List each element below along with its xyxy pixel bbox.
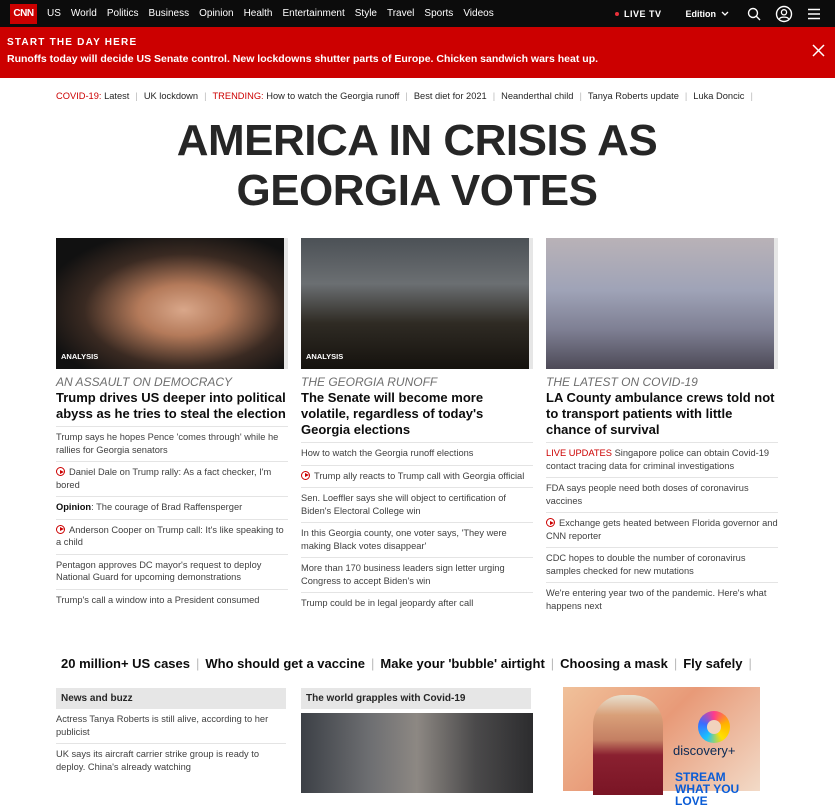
story-kicker: THE LATEST ON COVID-19 xyxy=(546,375,698,389)
covid-link: Latest xyxy=(104,91,130,101)
trending-georgia[interactable] xyxy=(213,91,400,101)
topic-link[interactable]: Who should get a vaccine xyxy=(205,656,366,671)
topic-link[interactable]: Fly safely xyxy=(683,656,743,671)
divider: | xyxy=(492,91,496,101)
analysis-badge: ANALYSIS xyxy=(61,352,99,361)
covid-topics-strip xyxy=(61,656,758,671)
list-item-video[interactable] xyxy=(56,519,288,554)
list-item[interactable]: UK says its aircraft carrier strike group is ready to deploy. China's already watching xyxy=(56,743,286,778)
search-icon[interactable] xyxy=(747,7,761,21)
section-heading: News and buzz xyxy=(56,688,286,709)
nav-link-style[interactable]: Style xyxy=(354,8,377,19)
list-item[interactable]: Actress Tanya Roberts is still alive, according to her publicist xyxy=(56,714,269,737)
trending-uk-lockdown[interactable]: UK lockdown xyxy=(143,91,199,101)
nav-right xyxy=(615,0,835,27)
nav-link-health[interactable]: Health xyxy=(243,8,273,19)
list-item-text: Exchange gets heated between Florida governor and CNN reporter xyxy=(546,518,778,541)
divider: | xyxy=(405,91,408,101)
play-icon xyxy=(301,471,310,480)
menu-icon[interactable] xyxy=(807,8,821,20)
story-title[interactable]: The Senate will become more volatile, regardless of today's Georgia elections xyxy=(301,390,484,437)
divider: | xyxy=(673,656,678,671)
story-image-trump[interactable] xyxy=(56,238,288,369)
trending-bar xyxy=(56,91,786,101)
ad-cta: STREAM WHAT YOU LOVE xyxy=(675,770,740,808)
list-item[interactable]: Trump's call a window into a President consumed xyxy=(56,589,288,612)
banner-headline[interactable]: Runoffs today will decide US Senate control. New lockdowns shutter parts of Europe. Chicken sandwich wars heat up. xyxy=(7,53,599,65)
divider: | xyxy=(135,91,138,101)
list-item[interactable]: FDA says people need both doses of coronavirus vaccines xyxy=(546,477,778,512)
list-item-video[interactable] xyxy=(546,512,778,547)
story-kicker: THE GEORGIA RUNOFF xyxy=(301,375,438,389)
trending-item[interactable]: Best diet for 2021 xyxy=(413,91,487,101)
story-title[interactable]: LA County ambulance crews told not to transport patients with little chance of survival xyxy=(546,390,775,437)
story-title[interactable]: Trump drives US deeper into political abyss as he tries to steal the election xyxy=(56,390,286,421)
story-list xyxy=(301,442,533,615)
ad-person-image xyxy=(593,695,663,795)
list-item-text: The courage of Brad Raffensperger xyxy=(96,502,243,512)
world-covid-section xyxy=(301,688,531,793)
trending-covid[interactable] xyxy=(56,91,129,101)
list-item[interactable]: Sen. Loeffler says she will object to certification of Biden's Electoral College win xyxy=(301,487,533,522)
nav-link-us[interactable]: US xyxy=(47,8,61,19)
trending-link: How to watch the Georgia runoff xyxy=(266,91,400,101)
divider: | xyxy=(204,91,207,101)
story-column-georgia xyxy=(301,238,533,615)
trending-item[interactable]: Neanderthal child xyxy=(501,91,574,101)
topic-link[interactable]: 20 million+ US cases xyxy=(61,656,190,671)
list-item[interactable]: CDC hopes to double the number of coronavirus samples checked for new mutations xyxy=(546,547,778,582)
story-column-covid xyxy=(546,238,778,617)
play-icon xyxy=(56,525,65,534)
divider: | xyxy=(550,656,555,671)
nav-links xyxy=(47,8,504,19)
chevron-down-icon xyxy=(721,11,729,17)
list-item-text: Singapore police can obtain Covid-19 contact tracing data for criminal investigations xyxy=(546,448,770,471)
list-item[interactable]: Trump says he hopes Pence 'comes through' while he rallies for Georgia senators xyxy=(56,426,288,461)
list-item-live[interactable] xyxy=(546,442,778,477)
section-heading: The world grapples with Covid-19 xyxy=(301,688,531,709)
live-dot-icon xyxy=(615,12,619,16)
banner-kicker: START THE DAY HERE xyxy=(7,37,138,48)
list-item[interactable]: We're entering year two of the pandemic. Here's what happens next xyxy=(546,582,778,617)
list-item-text: Daniel Dale on Trump rally: As a fact checker, I'm bored xyxy=(56,467,272,490)
topic-link[interactable]: Make your 'bubble' airtight xyxy=(380,656,545,671)
list-item[interactable]: More than 170 business leaders sign letter urging Congress to accept Biden's win xyxy=(301,557,533,592)
image-edge xyxy=(529,238,533,369)
nav-link-business[interactable]: Business xyxy=(148,8,190,19)
nav-link-travel[interactable]: Travel xyxy=(386,8,415,19)
divider: | xyxy=(750,91,753,101)
start-the-day-banner[interactable] xyxy=(0,27,835,78)
edition-dropdown[interactable] xyxy=(686,9,730,19)
story-column-politics xyxy=(56,238,288,611)
story-list xyxy=(56,426,288,611)
live-tv-link[interactable] xyxy=(615,9,662,19)
live-updates-label: LIVE UPDATES xyxy=(546,448,612,458)
cnn-logo[interactable]: CNN xyxy=(10,4,37,24)
analysis-badge: ANALYSIS xyxy=(306,352,344,361)
story-image-covid-ward[interactable] xyxy=(301,713,533,793)
news-and-buzz-section xyxy=(56,688,286,778)
nav-link-world[interactable]: World xyxy=(70,8,97,19)
nav-link-entertainment[interactable]: Entertainment xyxy=(282,8,345,19)
nav-link-politics[interactable]: Politics xyxy=(106,8,139,19)
nav-link-opinion[interactable]: Opinion xyxy=(199,8,234,19)
story-list xyxy=(546,442,778,617)
list-item-video[interactable] xyxy=(56,461,288,496)
divider: | xyxy=(579,91,582,101)
divider: | xyxy=(371,656,375,671)
story-image-capitol[interactable] xyxy=(301,238,533,369)
top-nav xyxy=(0,0,835,27)
discovery-logo-icon xyxy=(698,711,730,743)
list-item[interactable]: How to watch the Georgia runoff elections xyxy=(301,442,533,465)
divider: | xyxy=(684,91,688,101)
list-item-video[interactable] xyxy=(301,465,533,488)
nav-link-videos[interactable]: Videos xyxy=(463,8,494,19)
image-edge xyxy=(774,238,778,369)
account-icon[interactable] xyxy=(775,5,793,23)
close-icon[interactable] xyxy=(812,44,825,62)
divider: | xyxy=(195,656,200,671)
topic-link[interactable]: Choosing a mask xyxy=(560,656,668,671)
list-item[interactable]: Pentagon approves DC mayor's request to deploy National Guard for upcoming demonstrations xyxy=(56,554,288,589)
list-item-text: Anderson Cooper on Trump call: It's like speaking to a child xyxy=(56,524,284,547)
play-icon xyxy=(56,467,65,476)
image-edge xyxy=(284,238,288,369)
play-icon xyxy=(546,518,555,527)
nav-link-sports[interactable]: Sports xyxy=(424,8,454,19)
divider: | xyxy=(748,656,752,671)
list-item[interactable]: In this Georgia county, one voter says, 'They were making Black votes disappear' xyxy=(301,522,533,557)
ad-brand: discovery+ xyxy=(673,743,736,758)
list-item[interactable]: Trump could be in legal jeopardy after call xyxy=(301,592,533,615)
hero-headline[interactable]: AMERICA IN CRISIS AS GEORGIA VOTES xyxy=(176,116,658,215)
live-tv-label: LIVE TV xyxy=(623,8,662,19)
trending-label: TRENDING: xyxy=(212,91,264,101)
list-item-opinion[interactable]: Opinion: The courage of Brad Raffensperger xyxy=(56,496,288,519)
story-image-hospital[interactable] xyxy=(546,238,778,369)
trending-item[interactable]: Luka Doncic xyxy=(693,91,745,101)
trending-item[interactable]: Tanya Roberts update xyxy=(587,91,679,101)
edition-label: Edition xyxy=(685,8,716,19)
covid-label: COVID-19: xyxy=(56,91,102,101)
list-item-text: Trump ally reacts to Trump call with Georgia official xyxy=(314,470,525,481)
story-kicker: AN ASSAULT ON DEMOCRACY xyxy=(56,375,233,389)
opinion-label: Opinion xyxy=(56,502,92,512)
advertisement-discovery-plus[interactable] xyxy=(563,687,760,808)
